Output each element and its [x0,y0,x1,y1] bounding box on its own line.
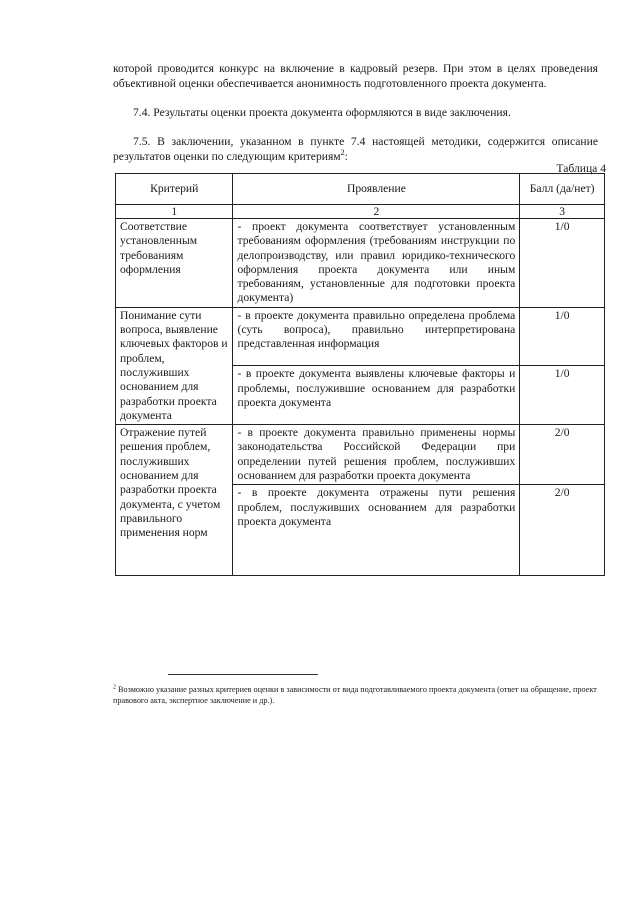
manifestation-cell: - в проекте документа правильно применены нормы законодательства Российской Федерации при определении путей решения проблем, послуживших основанием для разработки проекта документа [233,425,520,485]
footnote [113,684,605,706]
footnote-ref: 2 [340,147,345,157]
column-number-3: 3 [520,205,605,219]
footnote-separator [168,674,318,675]
manifestation-cell: - проект документа соответствует установленным требованиям оформления (требованиям инструкции по делопроизводству, или правил юридико-технического оформления проекта документа или иным требованиям, установленные для подготовки проекта документа) [233,219,520,308]
criterion-cell: Соответствие установленным требованиям оформления [116,219,233,308]
score-cell: 2/0 [520,485,605,576]
manifestation-cell: - в проекте документа отражены пути решения проблем, послуживших основанием для разработки проекта документа [233,485,520,576]
header-criterion: Критерий [116,174,233,205]
criterion-cell: Отражение путей решения проблем, послуживших основанием для разработки проекта документа, с учетом правильного применения норм [116,425,233,576]
footnote-text: Возможно указание разных критериев оценки в зависимости от вида подготавливаемого проекта документа (ответ на обращение, проект правового акта, экспертное заключение и др.). [113,685,597,705]
criterion-cell: Понимание сути вопроса, выявление ключевых факторов и проблем, послуживших основанием для разработки проекта документа [116,307,233,424]
table-row [116,307,605,366]
manifestation-cell: - в проекте документа выявлены ключевые факторы и проблемы, послужившие основанием для разработки проекта документа [233,366,520,425]
paragraph-7-5-text: 7.5. В заключении, указанном в пункте 7.4 настоящей методики, содержится описание результатов оценки по следующим критериям [113,135,598,163]
header-manifestation: Проявление [233,174,520,205]
table-number-row [116,205,605,219]
score-cell: 2/0 [520,425,605,485]
score-cell: 1/0 [520,307,605,366]
criteria-table [115,173,605,576]
paragraph-7-4: 7.4. Результаты оценки проекта документа оформляются в виде заключения. [133,106,511,119]
header-score: Балл (да/нет) [520,174,605,205]
score-cell: 1/0 [520,366,605,425]
paragraph-7-5 [113,135,598,164]
footnote-marker: 2 [113,684,116,691]
paragraph-intro: которой проводится конкурс на включение в кадровый резерв. При этом в целях проведения объективной оценки обеспечивается анонимность подготовленного проекта документа. [113,62,598,90]
paragraph-7-5-end: : [344,149,348,163]
table-row [116,425,605,485]
table-header-row [116,174,605,205]
column-number-2: 2 [233,205,520,219]
score-cell: 1/0 [520,219,605,308]
manifestation-cell: - в проекте документа правильно определена проблема (суть вопроса), правильно интерпретирована представленная информация [233,307,520,366]
table-row [116,219,605,308]
table-caption: Таблица 4 [556,162,606,175]
column-number-1: 1 [116,205,233,219]
